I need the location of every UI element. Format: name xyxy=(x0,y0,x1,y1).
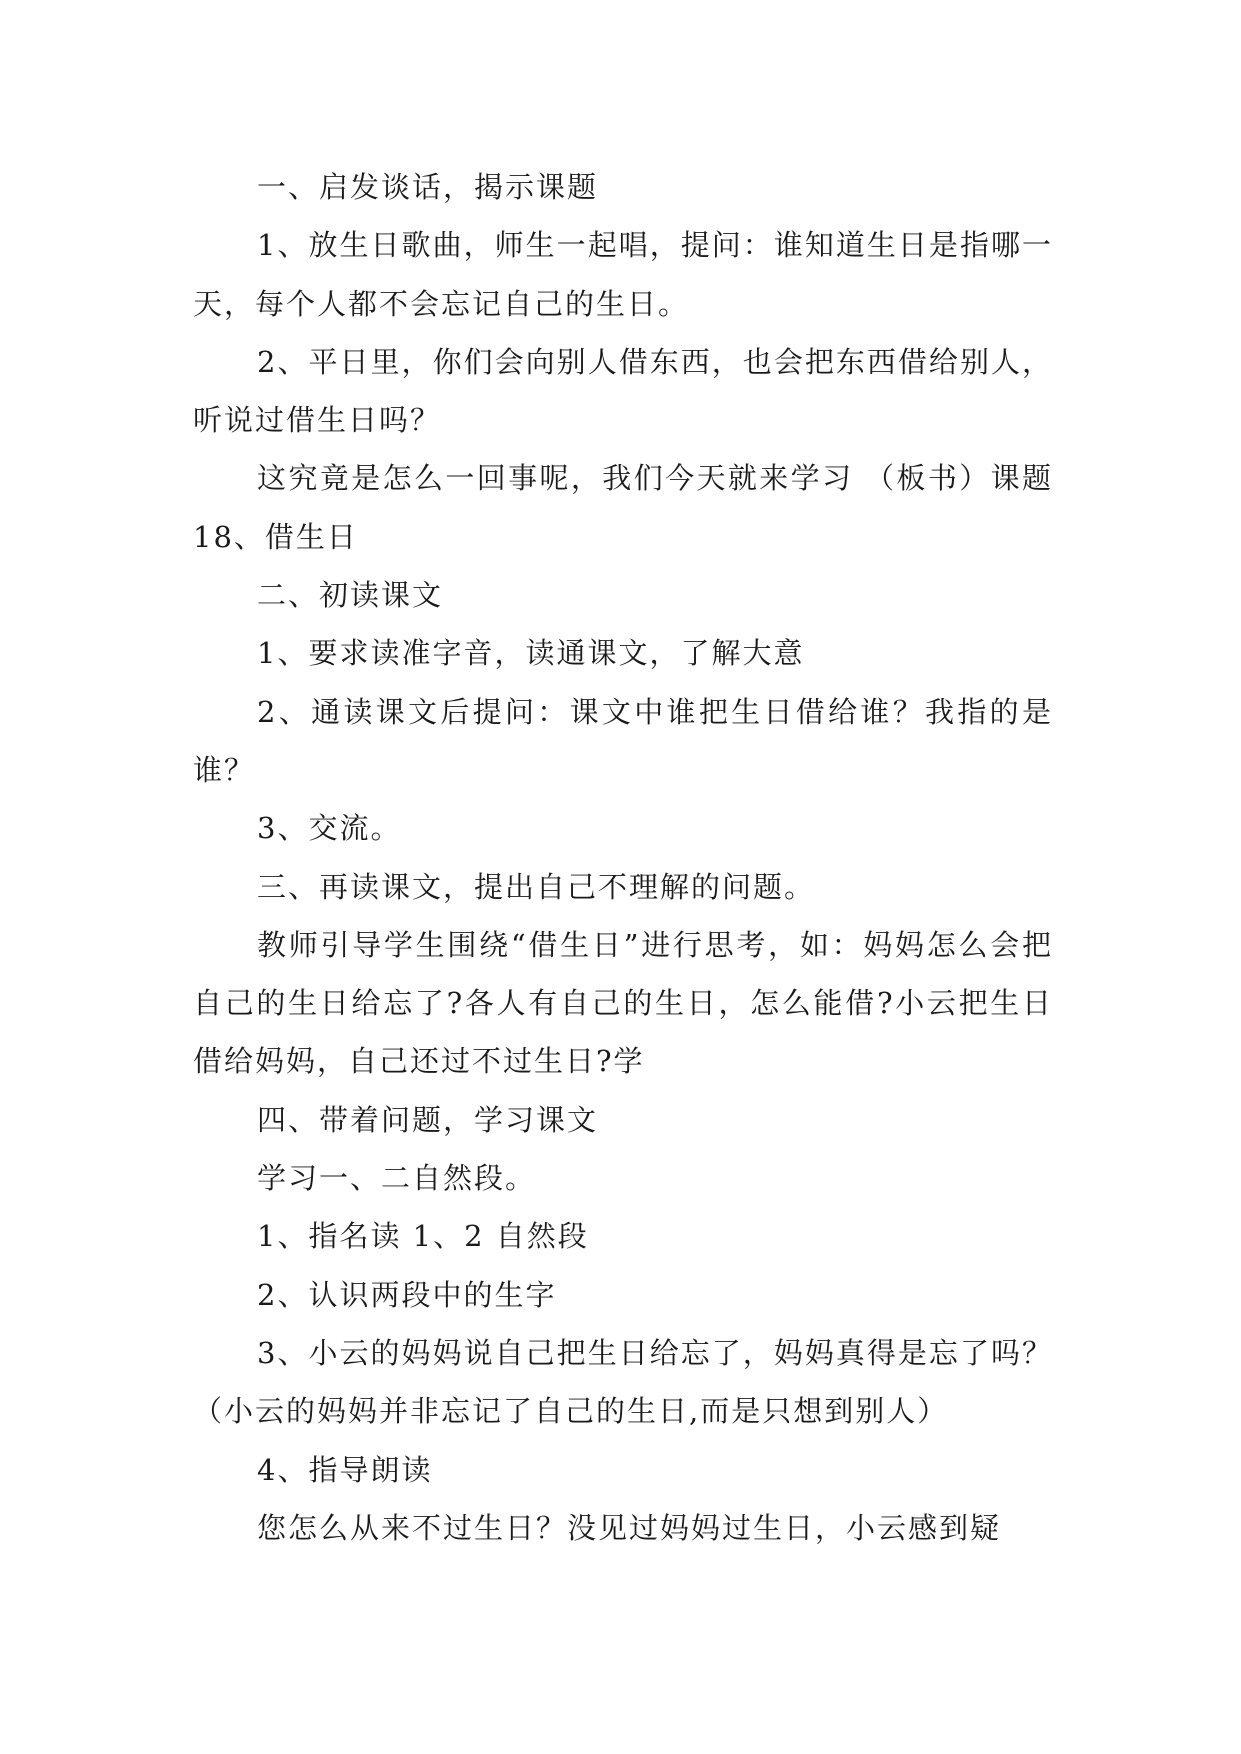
paragraph: 教师引导学生围绕“借生日”进行思考，如：妈妈怎么会把自己的生日给忘了?各人有自己的生日，怎么能借?小云把生日借给妈妈，自己还过不过生日?学 xyxy=(193,927,1053,1079)
paragraph: 2、平日里，你们会向别人借东西，也会把东西借给别人，听说过借生日吗？ xyxy=(193,344,1053,438)
paragraph: 1、放生日歌曲，师生一起唱，提问：谁知道生日是指哪一天，每个人都不会忘记自己的生日。 xyxy=(193,228,1053,321)
paragraph: 4、指导朗读 xyxy=(257,1452,433,1487)
paragraph: 2、认识两段中的生字 xyxy=(257,1277,557,1312)
paragraph: 3、交流。 xyxy=(257,811,402,846)
heading-section-2: 二、初读课文 xyxy=(257,578,444,613)
document-body xyxy=(193,158,1053,1557)
paragraph: 3、小云的妈妈说自己把生日给忘了，妈妈真得是忘了吗？（小云的妈妈并非忘记了自己的生日,而是只想到别人） xyxy=(193,1335,1053,1429)
paragraph: 学习一、二自然段。 xyxy=(257,1161,537,1196)
paragraph: 2、通读课文后提问：课文中谁把生日借给谁？我指的是谁？ xyxy=(193,694,1053,787)
paragraph: 这究竟是怎么一回事呢，我们今天就来学习 （板书）课题 18、借生日 xyxy=(193,461,1053,554)
heading-section-3: 三、再读课文，提出自己不理解的问题。 xyxy=(257,869,816,904)
paragraph: 您怎么从来不过生日？没见过妈妈过生日，小云感到疑 xyxy=(257,1510,1002,1545)
heading-section-1: 一、启发谈话，揭示课题 xyxy=(257,170,599,204)
heading-section-4: 四、带着问题，学习课文 xyxy=(257,1102,599,1137)
paragraph: 1、要求读准字音，读通课文，了解大意 xyxy=(257,636,805,671)
paragraph: 1、指名读 1、2 自然段 xyxy=(257,1219,589,1254)
